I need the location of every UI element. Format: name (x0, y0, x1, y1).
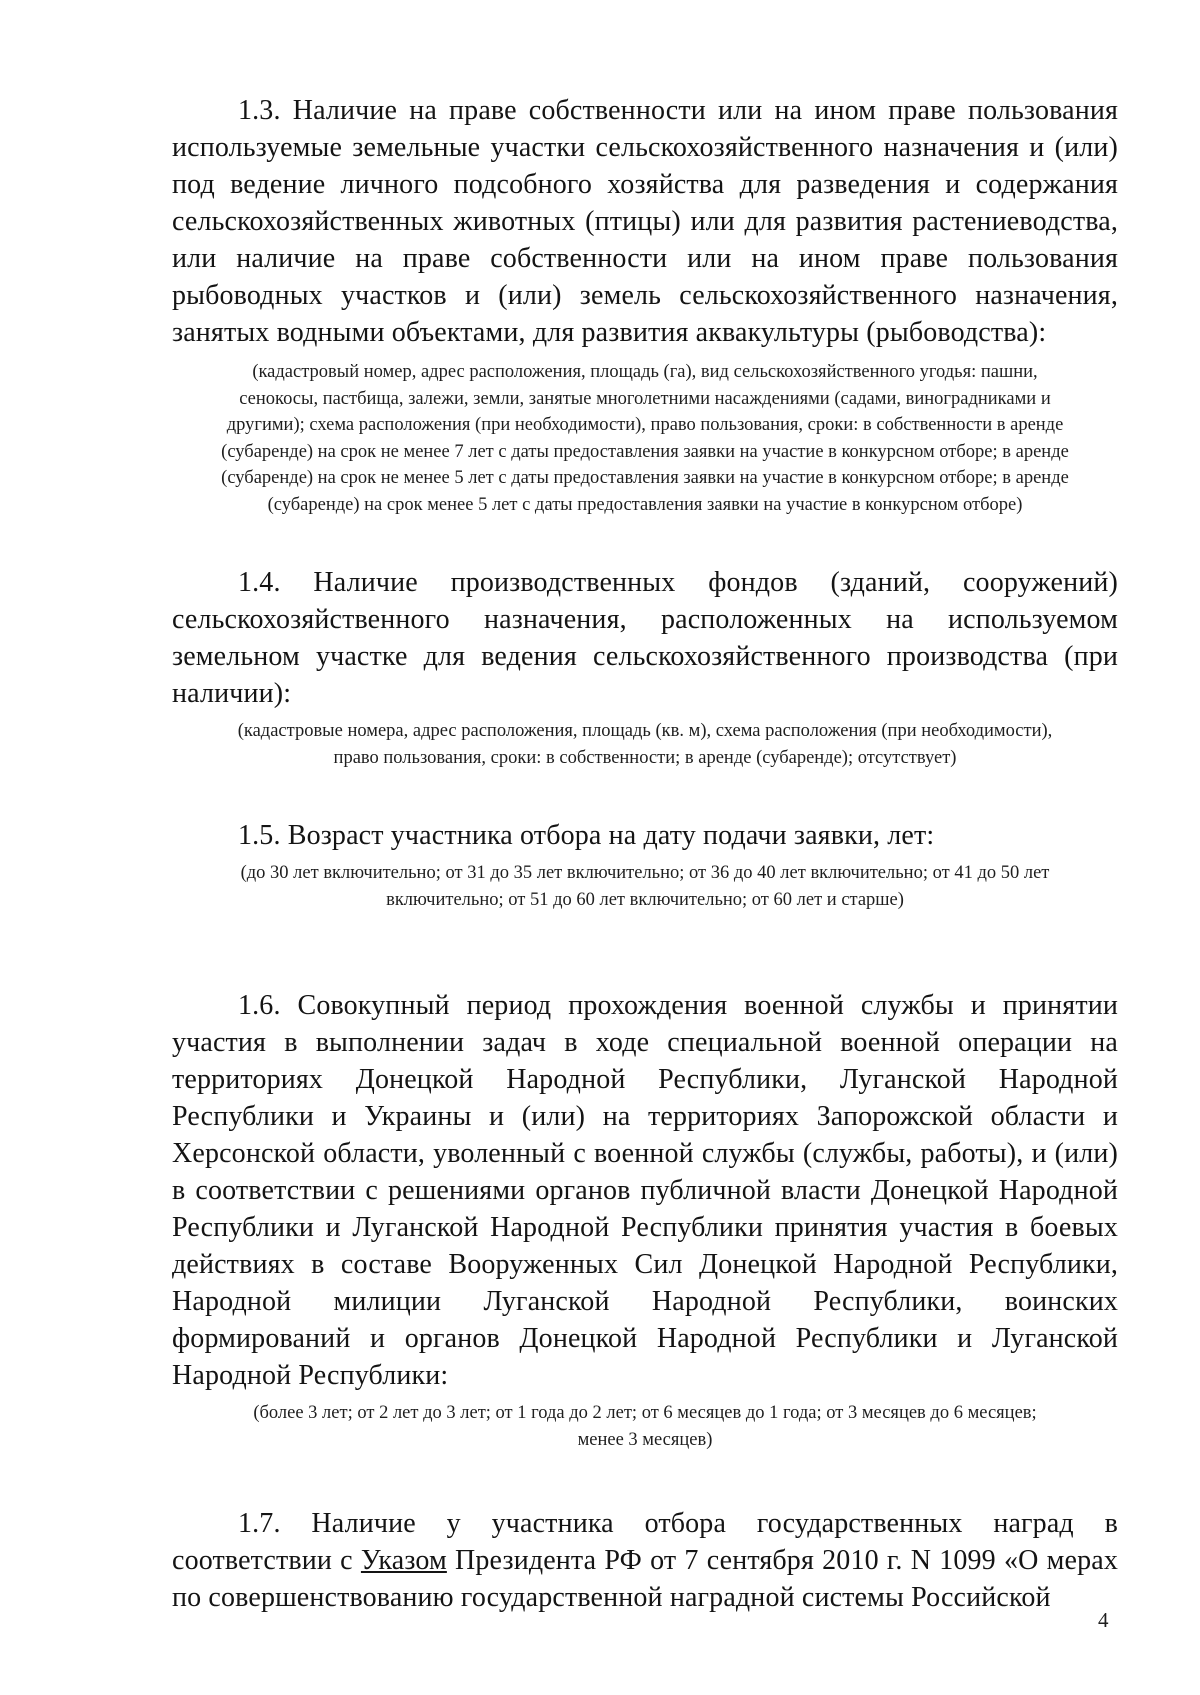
section-1-7-paragraph (172, 1505, 1118, 1616)
note-line: другими); схема расположения (при необходимости), право пользования, сроки: в собственности в аренде (226, 415, 1064, 435)
page-number: 4 (1098, 1608, 1109, 1632)
note-line: менее 3 месяцев) (577, 1429, 713, 1450)
decree-link[interactable]: Указом (360, 1545, 447, 1576)
note-line: сенокосы, пастбища, залежи, земли, занятые многолетними насаждениями (садами, виноградниками и (239, 388, 1051, 409)
note-line: (кадастровый номер, адрес расположения, площадь (га), вид сельскохозяйственного угодья: пашни, (252, 362, 1038, 382)
section-1-4-note (172, 718, 1118, 771)
section-1-5-paragraph: 1.5. Возраст участника отбора на дату подачи заявки, лет: (238, 820, 935, 851)
section-1-3-note (172, 359, 1118, 518)
note-line: включительно; от 51 до 60 лет включительно; от 60 лет и старше) (386, 889, 904, 910)
section-1-3-paragraph: 1.3. Наличие на праве собственности или на ином праве пользования используемые земельные участки сельскохозяйственного назначения и (или) под ведение личного подсобного хозяйства для разведения и содержания сельскохозяйственных животных (птицы) или для развития растениеводства, или наличие на праве собственности или на ином праве пользования рыбоводных участков и (или) земель сельскохозяйственного назначения, занятых водными объектами, для развития аквакультуры (рыбоводства): (172, 95, 1118, 348)
section-1-6-paragraph: 1.6. Совокупный период прохождения военной службы и принятии участия в выполнении задач в ходе специальной военной операции на территориях Донецкой Народной Республики, Луганской Народной Республики и Украины и (или) на территориях Запорожской области и Херсонской области, уволенный с военной службы (службы, работы), и (или) в соответствии с решениями органов публичной власти Донецкой Народной Республики и Луганской Народной Республики принятия участия в боевых действиях в составе Вооруженных Сил Донецкой Народной Республики, Народной милиции Луганской Народной Республики, воинских формирований и органов Донецкой Народной Республики и Луганской Народной Республики: (172, 990, 1118, 1391)
section-1-6-note (172, 1400, 1118, 1453)
section-1-4-paragraph: 1.4. Наличие производственных фондов (зданий, сооружений) сельскохозяйственного назначения, расположенных на используемом земельном участке для ведения сельскохозяйственного производства (при наличии): (172, 567, 1118, 709)
note-line: (субаренде) на срок менее 5 лет с даты предоставления заявки на участие в конкурсном отборе) (267, 494, 1023, 515)
section-1-7-text-end: Президента РФ от 7 сентября 2010 г. N 1099 «О мерах по совершенствованию государственной наградной системы Российской (172, 1545, 1118, 1613)
note-line: (более 3 лет; от 2 лет до 3 лет; от 1 года до 2 лет; от 6 месяцев до 1 года; от 3 месяцев до 6 месяцев; (253, 1403, 1037, 1423)
section-1-7-text-start: 1.7. Наличие у участника отбора государственных наград в соответствии с (172, 1508, 1118, 1576)
note-line: (субаренде) на срок не менее 7 лет с даты предоставления заявки на участие в конкурсном отборе; в аренде (221, 441, 1069, 462)
note-line: право пользования, сроки: в собственности; в аренде (субаренде); отсутствует) (333, 747, 957, 768)
document-body (172, 92, 1118, 1616)
note-line: (субаренде) на срок не менее 5 лет с даты предоставления заявки на участие в конкурсном отборе; в аренде (221, 468, 1069, 488)
note-line: (до 30 лет включительно; от 31 до 35 лет включительно; от 36 до 40 лет включительно; от 41 до 50 лет (240, 863, 1050, 883)
section-1-5-note (172, 860, 1118, 913)
note-line: (кадастровые номера, адрес расположения, площадь (кв. м), схема расположения (при необходимости), (237, 721, 1053, 741)
